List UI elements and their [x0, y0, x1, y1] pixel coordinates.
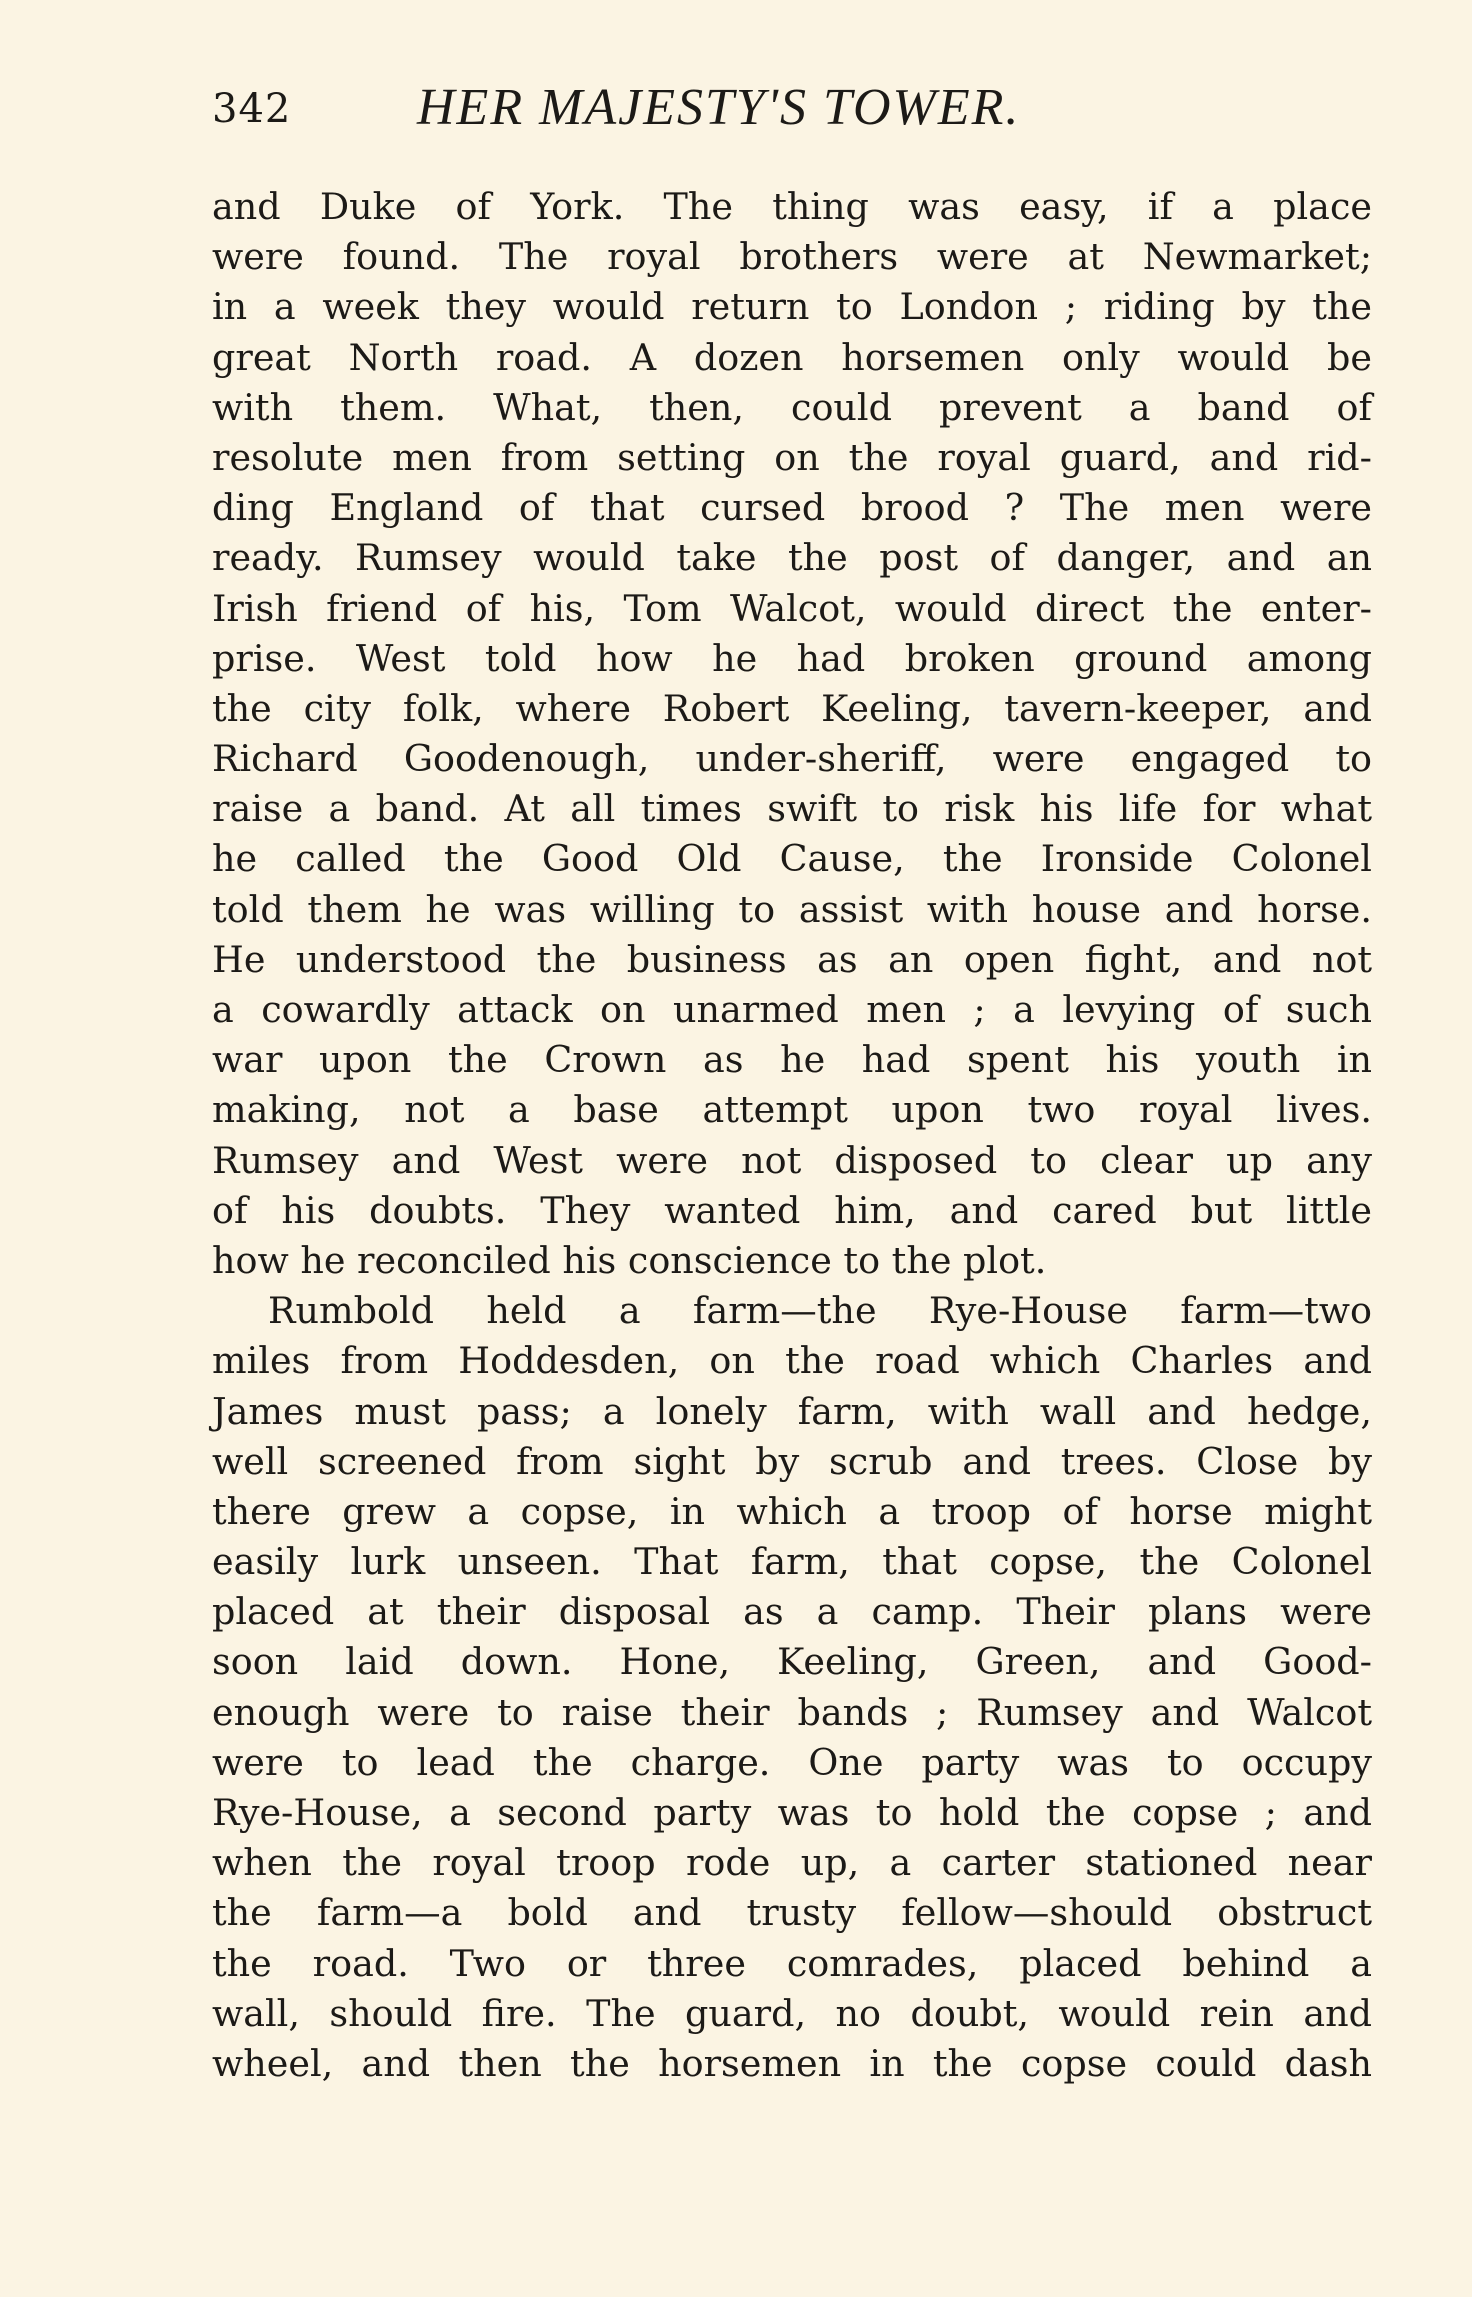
text-line: placed at their disposal as a camp. Their plans were — [212, 1590, 1372, 1634]
text-line: Rumbold held a farm—the Rye-House farm—two — [268, 1289, 1372, 1333]
text-line: ding England of that cursed brood ? The men were — [212, 486, 1372, 530]
text-line: He understood the business as an open fight, and not — [212, 937, 1372, 981]
text-line: raise a band. At all times swift to risk his life for what — [212, 787, 1372, 831]
text-line: told them he was willing to assist with house and horse. — [212, 887, 1372, 931]
body-text — [212, 182, 1372, 2089]
running-title: HER MAJESTY'S TOWER. — [417, 79, 1021, 136]
text-line: war upon the Crown as he had spent his youth in — [212, 1038, 1372, 1082]
page-number: 342 — [212, 86, 292, 132]
text-line: Irish friend of his, Tom Walcot, would direct the enter- — [212, 586, 1372, 630]
text-line: a cowardly attack on unarmed men ; a levying of such — [212, 988, 1372, 1031]
text-line: easily lurk unseen. That farm, that copse, the Colonel — [212, 1540, 1372, 1584]
text-line: the road. Two or three comrades, placed behind a — [212, 1941, 1372, 1985]
text-line: ready. Rumsey would take the post of danger, and an — [212, 536, 1372, 580]
text-line: Rye-House, a second party was to hold the copse ; and — [212, 1791, 1372, 1834]
text-line: there grew a copse, in which a troop of horse might — [212, 1489, 1372, 1533]
text-line: miles from Hoddesden, on the road which Charles and — [212, 1339, 1372, 1383]
text-line: enough were to raise their bands ; Rumsey and Walcot — [212, 1690, 1372, 1734]
text-line: he called the Good Old Cause, the Ironside Colonel — [212, 837, 1372, 881]
text-line: resolute men from setting on the royal guard, and rid- — [212, 435, 1372, 479]
text-line: when the royal troop rode up, a carter stationed near — [212, 1841, 1372, 1885]
text-line: soon laid down. Hone, Keeling, Green, and Good- — [212, 1640, 1372, 1684]
page-header — [212, 78, 1372, 138]
text-line: the farm—a bold and trusty fellow—should obstruct — [212, 1891, 1372, 1935]
text-line: James must pass; a lonely farm, with wall and hedge, — [212, 1389, 1372, 1433]
text-line: were to lead the charge. One party was to occupy — [212, 1740, 1372, 1784]
text-line: with them. What, then, could prevent a band of — [212, 385, 1372, 429]
text-line: great North road. A dozen horsemen only would be — [212, 335, 1372, 379]
text-line: Richard Goodenough, under-sheriff, were engaged to — [212, 737, 1372, 781]
text-line: how he reconciled his conscience to the plot. — [212, 1238, 1047, 1282]
text-line: and Duke of York. The thing was easy, if a place — [212, 185, 1372, 228]
text-line: of his doubts. They wanted him, and cared but little — [212, 1188, 1372, 1232]
text-line: wall, should fire. The guard, no doubt, would rein and — [212, 1991, 1372, 2035]
text-line: prise. West told how he had broken ground among — [212, 636, 1372, 680]
text-line: were found. The royal brothers were at Newmarket; — [212, 235, 1372, 279]
text-line: Rumsey and West were not disposed to clear up any — [212, 1138, 1372, 1182]
text-line: making, not a base attempt upon two royal lives. — [212, 1088, 1372, 1132]
text-line: well screened from sight by scrub and trees. Close by — [212, 1439, 1372, 1483]
text-line: in a week they would return to London ; riding by the — [212, 285, 1372, 329]
text-line: wheel, and then the horsemen in the copse could dash — [212, 2041, 1372, 2085]
text-line: the city folk, where Robert Keeling, tavern-keeper, and — [212, 686, 1372, 730]
